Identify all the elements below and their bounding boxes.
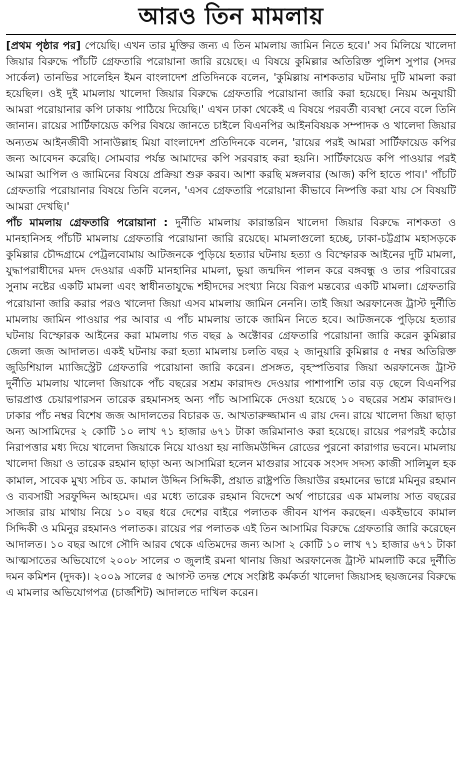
section-heading: পাঁচ মামলায় গ্রেফতারি পরোয়ানা : [6,217,168,230]
body-text: দুর্নীতি মামলায় কারান্তরিন খালেদা জিয়ার বিরুদ্ধে নাশকতা ও মানহানিসহ পাঁচটি মামলায় গ্রেফতারি পরোয়ানা জারি রয়েছে। মামলাগুলো হচ্ছে, ঢাকা-চট্টগ্রাম মহাসড়কে কুমিল্লার চৌদ্দগ্রামে পেট্রলবোমায় আটজনকে পুড়িয়ে হত্যার ঘটনায় হত্যা ও বিস্ফোরক আইনের দুটি মামলা, যুদ্ধাপরাধীদের মদদ দেওয়ার একটি মানহানির মামলা, ভুয়া জন্মদিন পালন করে বঙ্গবন্ধু ও তার পরিবারের সুনাম নষ্টের একটি মামলা এবং স্বাধীনতাযুদ্ধে শহীদদের সংখ্যা নিয়ে বিরূপ মন্তব্যের একটি মামলা। গ্রেফতারি পরোয়ানা জারি করার পরও খালেদা জিয়া এসব মামলায় জামিন নেননি। তাই জিয়া অরফানেজ ট্রাস্ট দুর্নীতি মামলায় জামিন পাওয়ার পর আবার এ পাঁচ মামলায় তাকে জামিন নিতে হবে। আটজনকে পুড়িয়ে হত্যার ঘটনায় বিস্ফোরক আইনের করা মামলায় গত বছর ৯ অক্টোবর গ্রেফতারি পরোয়ানা জারি করেন কুমিল্লার জেলা জজ আদালত। একই ঘটনায় করা হত্যা মামলায় চলতি বছর ২ জানুয়ারি কুমিল্লার ৫ নম্বর অতিরিক্ত জুডিশিয়াল ম্যাজিস্ট্রেট গ্রেফতারি পরোয়ানা জারি করেন। প্রসঙ্গত, বৃহস্পতিবার জিয়া অরফানেজ ট্রাস্ট দুর্নীতি মামলায় খালেদা জিয়াকে পাঁচ বছরের সশ্রম কারাদণ্ড দেওয়ার পাশাপাশি তার বড় ছেলে বিএনপির ভারপ্রাপ্ত চেয়ারপারসন তারেক রহমানসহ অন্য পাঁচ আসামিকে দেওয়া হয়েছে ১০ বছরের সশ্রম কারাদণ্ড। ঢাকার পাঁচ নম্বর বিশেষ জজ আদালতের বিচারক ড. আখতারুজ্জামান এ রায় দেন। রায়ে খালেদা জিয়া ছাড়া অন্য আসামিদের ২ কোটি ১০ লাখ ৭১ হাজার ৬৭১ টাকা জরিমানাও করা হয়েছে। রায়ের পরপরই কঠোর নিরাপত্তার মধ্য দিয়ে খালেদা জিয়াকে নিয়ে যাওয়া হয় নাজিমউদ্দিন রোডের পুরনো কারাগার ভবনে। মামলায় খালেদা জিয়া ও তারেক রহমান ছাড়া অন্য আসামিরা হলেন মাগুরার সাবেক সংসদ সদস্য কাজী সালিমুল হক কামাল, সাবেক মুখ্য সচিব ড. কামাল উদ্দিন সিদ্দিকী, প্রয়াত রাষ্ট্রপতি জিয়াউর রহমানের ভাগ্নে মমিনুর রহমান ও ব্যবসায়ী সরফুদ্দিন আহমেদ। এর মধ্যে তারেক রহমান বিদেশে অর্থ পাচারের এক মামলায় সাত বছরের সাজার রায় মাথায় নিয়ে ১০ বছর ধরে দেশের বাইরে পলাতক জীবন যাপন করছেন। একইভাবে কামাল সিদ্দিকী ও মমিনুর রহমানও পলাতক। রায়ের পর পলাতক এই তিন আসামির বিরুদ্ধে গ্রেফতারি জারি করেছেন আদালত। ১০ বছর আগে সৌদি আরব থেকে এতিমদের জন্য আসা ২ কোটি ১০ লাখ ৭১ হাজার ৬৭১ টাকা আত্মসাতের অভিযোগে ২০০৮ সালের ৩ জুলাই রমনা থানায় জিয়া অরফানেজ ট্রাস্ট মামলাটি করে দুর্নীতি দমন কমিশন (দুদক)। ২০০৯ সালের ৫ আগস্ট তদন্ত শেষে সংশ্লিষ্ট কর্মকর্তা খালেদা জিয়াসহ ছয়জনের বিরুদ্ধে এ মামলার অভিযোগপত্র (চার্জশিট) আদালতে দাখিল করেন। [6,217,457,600]
article-intro-paragraph [6,38,456,215]
article-headline: আরও তিন মামলায় [138,4,324,30]
headline-divider [6,34,456,35]
continued-tag: [প্রথম পৃষ্ঠার পর] [6,40,81,52]
intro-text: পেয়েছি। এখন তার মুক্তির জন্য এ তিন মামলায় জামিন নিতে হবে।' সব মিলিয়ে খালেদা জিয়ার বিরুদ্ধে পাঁচটি গ্রেফতারি পরোয়ানা জারি রয়েছে। এ বিষয়ে কুমিল্লার অতিরিক্ত পুলিশ সুপার (সদর সার্কেল) তানভির সালেহিন ইমন বাংলাদেশ প্রতিদিনকে বলেন, 'কুমিল্লায় নাশকতার ঘটনায় দুটি মামলা করা হয়েছিল। ওই দুই মামলায় খালেদা জিয়ার বিরুদ্ধে গ্রেফতারি পরোয়ানা জারি করা হয়েছে। নিয়ম অনুযায়ী আমরা পরোয়ানার কপি ঢাকায় পাঠিয়ে দিয়েছি।' এখন ঢাকা থেকেই এ বিষয়ে পরবর্তী ব্যবস্থা নেবে বলে তিনি জানান। রায়ের সার্টিফায়েড কপির বিষয়ে জানতে চাইলে বিএনপির আইনবিষয়ক সম্পাদক ও খালেদা জিয়ার অন্যতম আইনজীবী সানাউল্লাহ মিয়া বাংলাদেশ প্রতিদিনকে বলেন, 'রায়ের পরই আমরা সার্টিফায়েড কপির জন্য আবেদন করেছি। সোমবার পর্যন্ত আমাদের কপি সরবরাহ করা হয়নি। সার্টিফায়েড কপি পাওয়ার পরই আমরা আপিল ও জামিনের বিষয়ে প্রক্রিয়া শুরু করব। আশা করছি মঙ্গলবার (আজ) কপি হাতে পাব।' পাঁচটি গ্রেফতারি পরোয়ানার বিষয়ে তিনি বলেন, 'এসব গ্রেফতারি পরোয়ানা কীভাবে নিষ্পত্তি করা যায় সে বিষয়টি আমরা দেখছি।' [6,40,456,213]
article-body-paragraph [6,215,456,601]
